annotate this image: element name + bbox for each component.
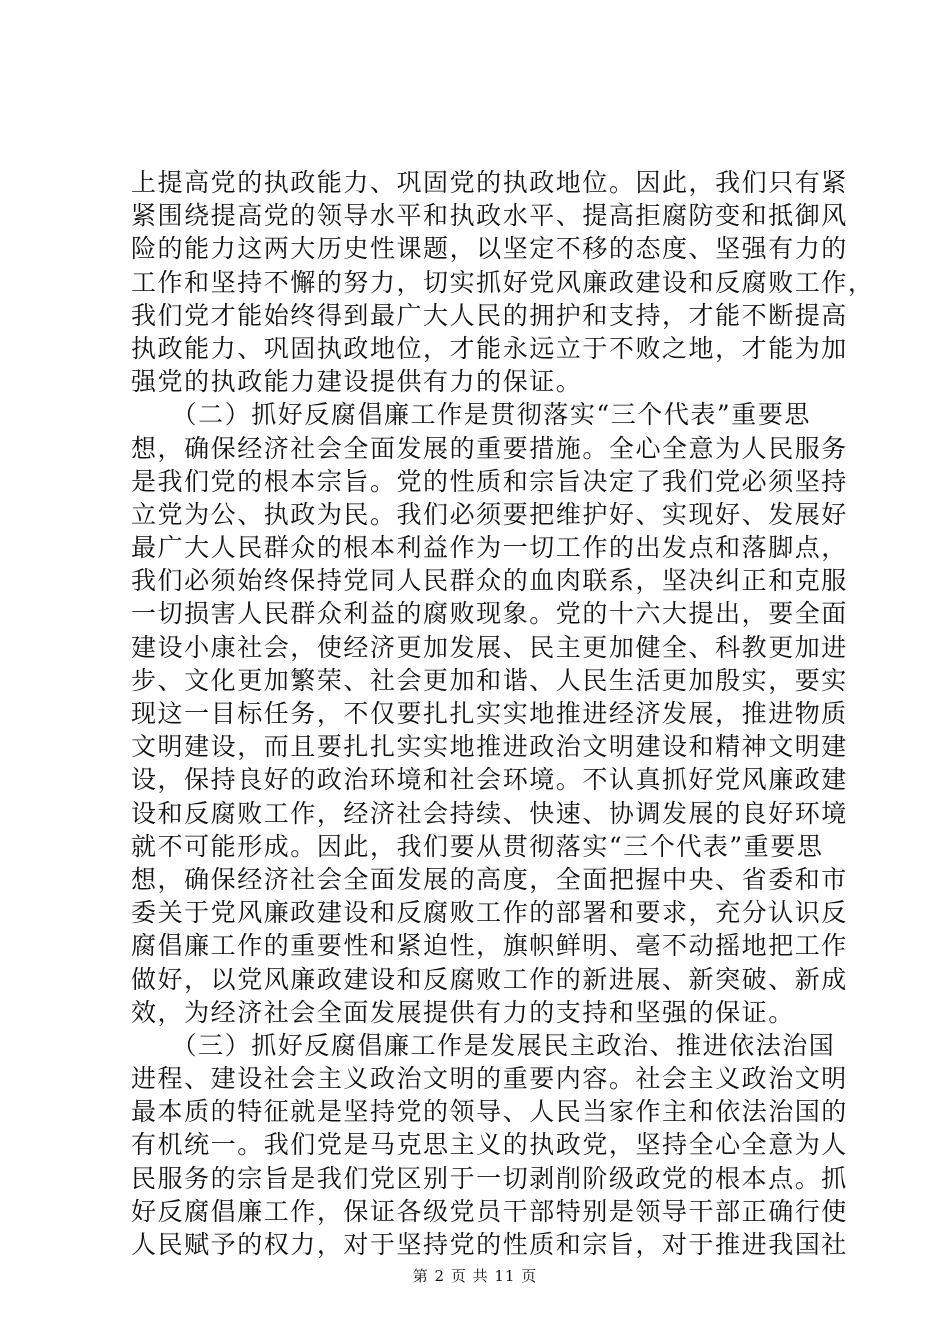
text-line: 步、文化更加繁荣、社会更加和谐、人民生活更加殷实，要实: [131, 665, 848, 695]
text-line: 是我们党的根本宗旨。党的性质和宗旨决定了我们党必须坚持: [131, 466, 848, 496]
text-line: 好反腐倡廉工作，保证各级党员干部特别是领导干部正确行使: [131, 1196, 848, 1226]
text-line: 民服务的宗旨是我们党区别于一切剥削阶级政党的根本点。抓: [131, 1163, 848, 1193]
text-line: 做好，以党风廉政建设和反腐败工作的新进展、新突破、新成: [131, 964, 848, 994]
text-line: 进程、建设社会主义政治文明的重要内容。社会主义政治文明: [131, 1064, 848, 1094]
text-line: 人民赋予的权力，对于坚持党的性质和宗旨，对于推进我国社: [131, 1230, 848, 1259]
text-line: 想，确保经济社会全面发展的重要措施。全心全意为人民服务: [131, 433, 848, 463]
text-line: （三）抓好反腐倡廉工作是发展民主政治、推进依法治国: [131, 1030, 836, 1060]
text-line: 最本质的特征就是坚持党的领导、人民当家作主和依法治国的: [131, 1097, 848, 1127]
text-line: 设和反腐败工作，经济社会持续、快速、协调发展的良好环境: [131, 798, 848, 828]
text-line: 上提高党的执政能力、巩固党的执政地位。因此，我们只有紧: [131, 168, 848, 197]
text-line: 想，确保经济社会全面发展的高度，全面把握中央、省委和市: [131, 864, 848, 894]
text-line: 立党为公、执政为民。我们必须要把维护好、实现好、发展好: [131, 499, 848, 529]
text-line: 我们党才能始终得到最广大人民的拥护和支持，才能不断提高: [131, 300, 848, 330]
page-footer: 第 2 页 共 11 页: [412, 1267, 538, 1285]
text-line: 腐倡廉工作的重要性和紧迫性，旗帜鲜明、毫不动摇地把工作: [131, 931, 848, 961]
text-line: 文明建设，而且要扎扎实实地推进政治文明建设和精神文明建: [131, 732, 848, 762]
body-text: [131, 166, 875, 1261]
text-line: 有机统一。我们党是马克思主义的执政党，坚持全心全意为人: [131, 1130, 848, 1160]
text-line: 效，为经济社会全面发展提供有力的支持和坚强的保证。: [131, 997, 795, 1027]
text-line: 我们必须始终保持党同人民群众的血肉联系，坚决纠正和克服: [131, 566, 848, 596]
text-line: 委关于党风廉政建设和反腐败工作的部署和要求，充分认识反: [131, 898, 848, 928]
text-line: 险的能力这两大历史性课题，以坚定不移的态度、坚强有力的: [131, 234, 848, 264]
text-line: 执政能力、巩固执政地位，才能永远立于不败之地，才能为加: [131, 333, 848, 363]
text-line: 设，保持良好的政治环境和社会环境。不认真抓好党风廉政建: [131, 765, 848, 795]
text-line: 紧围绕提高党的领导水平和执政水平、提高拒腐防变和抵御风: [131, 201, 848, 231]
text-line: 最广大人民群众的根本利益作为一切工作的出发点和落脚点，: [131, 533, 848, 563]
text-line: 建设小康社会，使经济更加发展、民主更加健全、科教更加进: [131, 632, 848, 662]
text-line: 强党的执政能力建设提供有力的保证。: [131, 367, 583, 397]
text-line: 工作和坚持不懈的努力，切实抓好党风廉政建设和反腐败工作，: [131, 267, 875, 297]
text-line: 一切损害人民群众利益的腐败现象。党的十六大提出，要全面: [131, 599, 848, 629]
text-line: （二）抓好反腐倡廉工作是贯彻落实“三个代表”重要思: [131, 400, 811, 430]
text-line: 现这一目标任务，不仅要扎扎实实地推进经济发展，推进物质: [131, 699, 848, 728]
text-line: 就不可能形成。因此，我们要从贯彻落实“三个代表”重要思: [131, 831, 824, 861]
